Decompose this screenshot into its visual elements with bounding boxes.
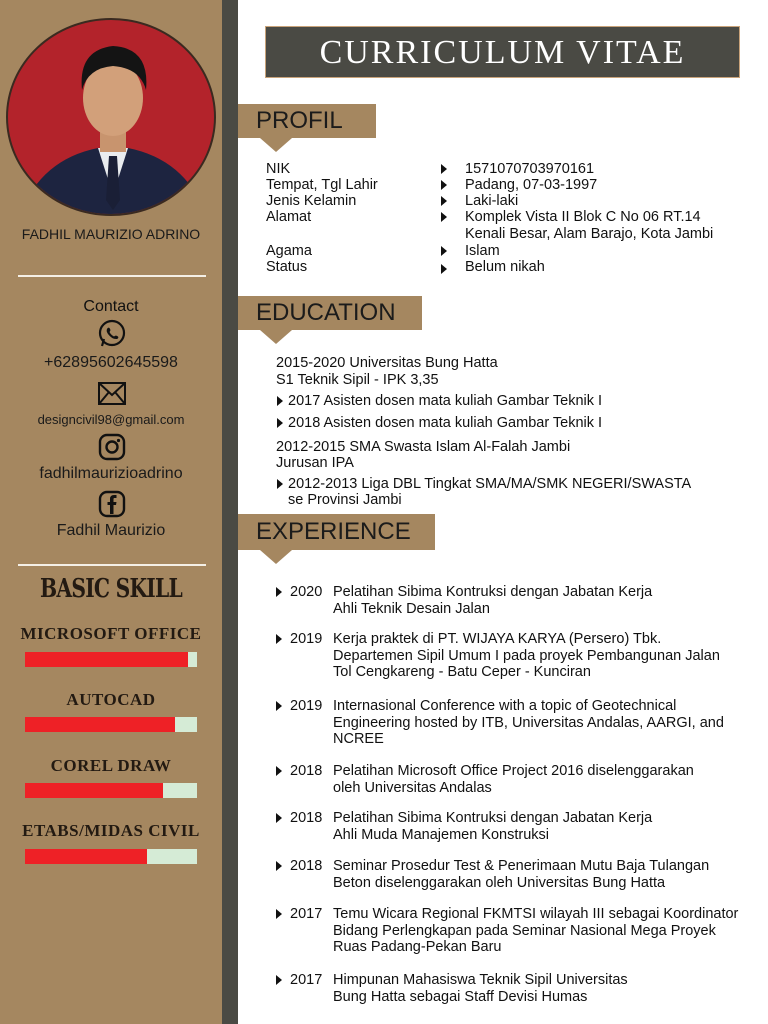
experience-text: Tol Cengkareng - Batu Ceper - Kunciran [333, 664, 591, 680]
experience-text: Pelatihan Sibima Kontruksi dengan Jabatan Kerja [333, 810, 653, 826]
profil-label: Agama [266, 243, 312, 259]
experience-text: Pelatihan Microsoft Office Project 2016 diselenggarakan [333, 763, 694, 779]
bullet-icon [277, 418, 283, 428]
bullet-icon [276, 813, 282, 823]
full-name: FADHIL MAURIZIO ADRINO [21, 226, 201, 242]
experience-text: Bidang Perlengkapan pada Seminar Nasional Mega Proyek [333, 922, 716, 939]
experience-text: Temu Wicara Regional FKMTSI wilayah III sebagai Koordinator [333, 906, 739, 922]
bullet-icon [277, 479, 283, 489]
experience-year: 2018 [290, 763, 323, 779]
bullet-icon [276, 701, 282, 711]
profil-value: Kenali Besar, Alam Barajo, Kota Jambi [465, 226, 714, 242]
contact-title: Contact [83, 298, 139, 315]
experience-text: Bung Hatta sebagai Staff Devisi Humas [333, 988, 588, 1005]
experience-text: Ahli Teknik Desain Jalan [333, 600, 490, 617]
bullet-icon [276, 861, 282, 871]
experience-text: Himpunan Mahasiswa Teknik Sipil Universitas [333, 972, 628, 988]
bullet-icon [277, 396, 283, 406]
phone-number[interactable]: +62895602645598 [44, 354, 178, 371]
arrow-icon [441, 180, 447, 190]
divider [18, 564, 206, 566]
education-item: 2012-2013 Liga DBL Tingkat SMA/MA/SMK NEGERI/SWASTA [288, 476, 692, 492]
bullet-icon [276, 909, 282, 919]
skill-bar [25, 717, 197, 732]
education-item: 2018 Asisten dosen mata kuliah Gambar Teknik I [288, 415, 603, 431]
education-university: 2015-2020 Universitas Bung Hatta [276, 355, 498, 371]
experience-text: Engineering hosted by ITB, Universitas Andalas, AARGI, and [333, 714, 724, 731]
skill-bar-fill [25, 849, 147, 864]
skill-bar-fill [25, 652, 188, 667]
facebook-name[interactable]: Fadhil Maurizio [56, 522, 166, 539]
experience-text: Ahli Muda Manajemen Konstruksi [333, 826, 549, 843]
cv-title: CURRICULUM VITAE [265, 26, 740, 78]
experience-year: 2020 [290, 584, 323, 600]
profil-value: Padang, 07-03-1997 [465, 177, 598, 193]
profil-value: Komplek Vista II Blok C No 06 RT.14 [465, 209, 701, 225]
skill-name: MICROSOFT OFFICE [20, 624, 202, 643]
experience-year: 2019 [290, 698, 323, 714]
education-degree: S1 Teknik Sipil - IPK 3,35 [276, 372, 439, 388]
arrow-icon [441, 246, 447, 256]
experience-year: 2018 [290, 858, 323, 874]
profil-value: Islam [465, 243, 500, 259]
experience-text: Kerja praktek di PT. WIJAYA KARYA (Persero) Tbk. [333, 631, 662, 647]
education-item: se Provinsi Jambi [288, 492, 402, 508]
experience-year: 2017 [290, 906, 323, 922]
instagram-handle[interactable]: fadhilmaurizioadrino [39, 465, 183, 482]
skill-bar-fill [25, 717, 175, 732]
section-heading-profil: PROFIL [238, 104, 376, 138]
whatsapp-icon [97, 319, 127, 349]
instagram-icon [97, 432, 127, 462]
experience-text: NCREE [333, 731, 384, 747]
profil-value: 1571070703970161 [465, 161, 595, 177]
education-school: 2012-2015 SMA Swasta Islam Al-Falah Jambi [276, 439, 571, 455]
experience-year: 2018 [290, 810, 323, 826]
skill-name: ETABS/MIDAS CIVIL [22, 821, 200, 840]
sidebar-border [222, 0, 238, 1024]
experience-text: oleh Universitas Andalas [333, 779, 492, 796]
education-item: 2017 Asisten dosen mata kuliah Gambar Teknik I [288, 393, 603, 409]
bullet-icon [276, 975, 282, 985]
profil-value: Belum nikah [465, 259, 545, 275]
profil-label: Status [266, 259, 308, 275]
education-major: Jurusan IPA [276, 455, 354, 471]
experience-text: Departemen Sipil Umum I pada proyek Pembangunan Jalan [333, 647, 720, 664]
profile-photo [6, 18, 216, 216]
profil-label: NIK [266, 161, 291, 177]
arrow-icon [441, 264, 447, 274]
experience-text: Ruas Padang-Pekan Baru [333, 939, 502, 955]
experience-text: Beton diselenggarakan oleh Universitas Bung Hatta [333, 874, 666, 891]
skill-bar [25, 783, 197, 798]
section-heading-experience: EXPERIENCE [238, 514, 435, 550]
email-icon [97, 379, 127, 409]
bullet-icon [276, 587, 282, 597]
profil-label: Tempat, Tgl Lahir [266, 177, 378, 193]
facebook-icon [97, 489, 127, 519]
divider [18, 275, 206, 277]
skill-bar [25, 652, 197, 667]
email-address[interactable]: designcivil98@gmail.com [37, 412, 185, 427]
experience-year: 2017 [290, 972, 323, 988]
section-heading-education: EDUCATION [238, 296, 422, 330]
arrow-icon [441, 212, 447, 222]
bullet-icon [276, 634, 282, 644]
experience-text: Seminar Prosedur Test & Penerimaan Mutu Baja Tulangan [333, 858, 710, 874]
experience-text: Pelatihan Sibima Kontruksi dengan Jabatan Kerja [333, 584, 653, 600]
arrow-icon [441, 196, 447, 206]
skill-bar [25, 849, 197, 864]
profil-label: Jenis Kelamin [266, 193, 357, 209]
experience-text: Internasional Conference with a topic of Geotechnical [333, 698, 677, 714]
profil-label: Alamat [266, 209, 312, 225]
arrow-icon [441, 164, 447, 174]
experience-year: 2019 [290, 631, 323, 647]
skill-name: COREL DRAW [50, 756, 172, 775]
skill-bar-fill [25, 783, 163, 798]
bullet-icon [276, 766, 282, 776]
skills-heading: BASIC SKILL [40, 574, 182, 604]
profil-value: Laki-laki [465, 193, 519, 209]
skill-name: AUTOCAD [66, 690, 156, 709]
